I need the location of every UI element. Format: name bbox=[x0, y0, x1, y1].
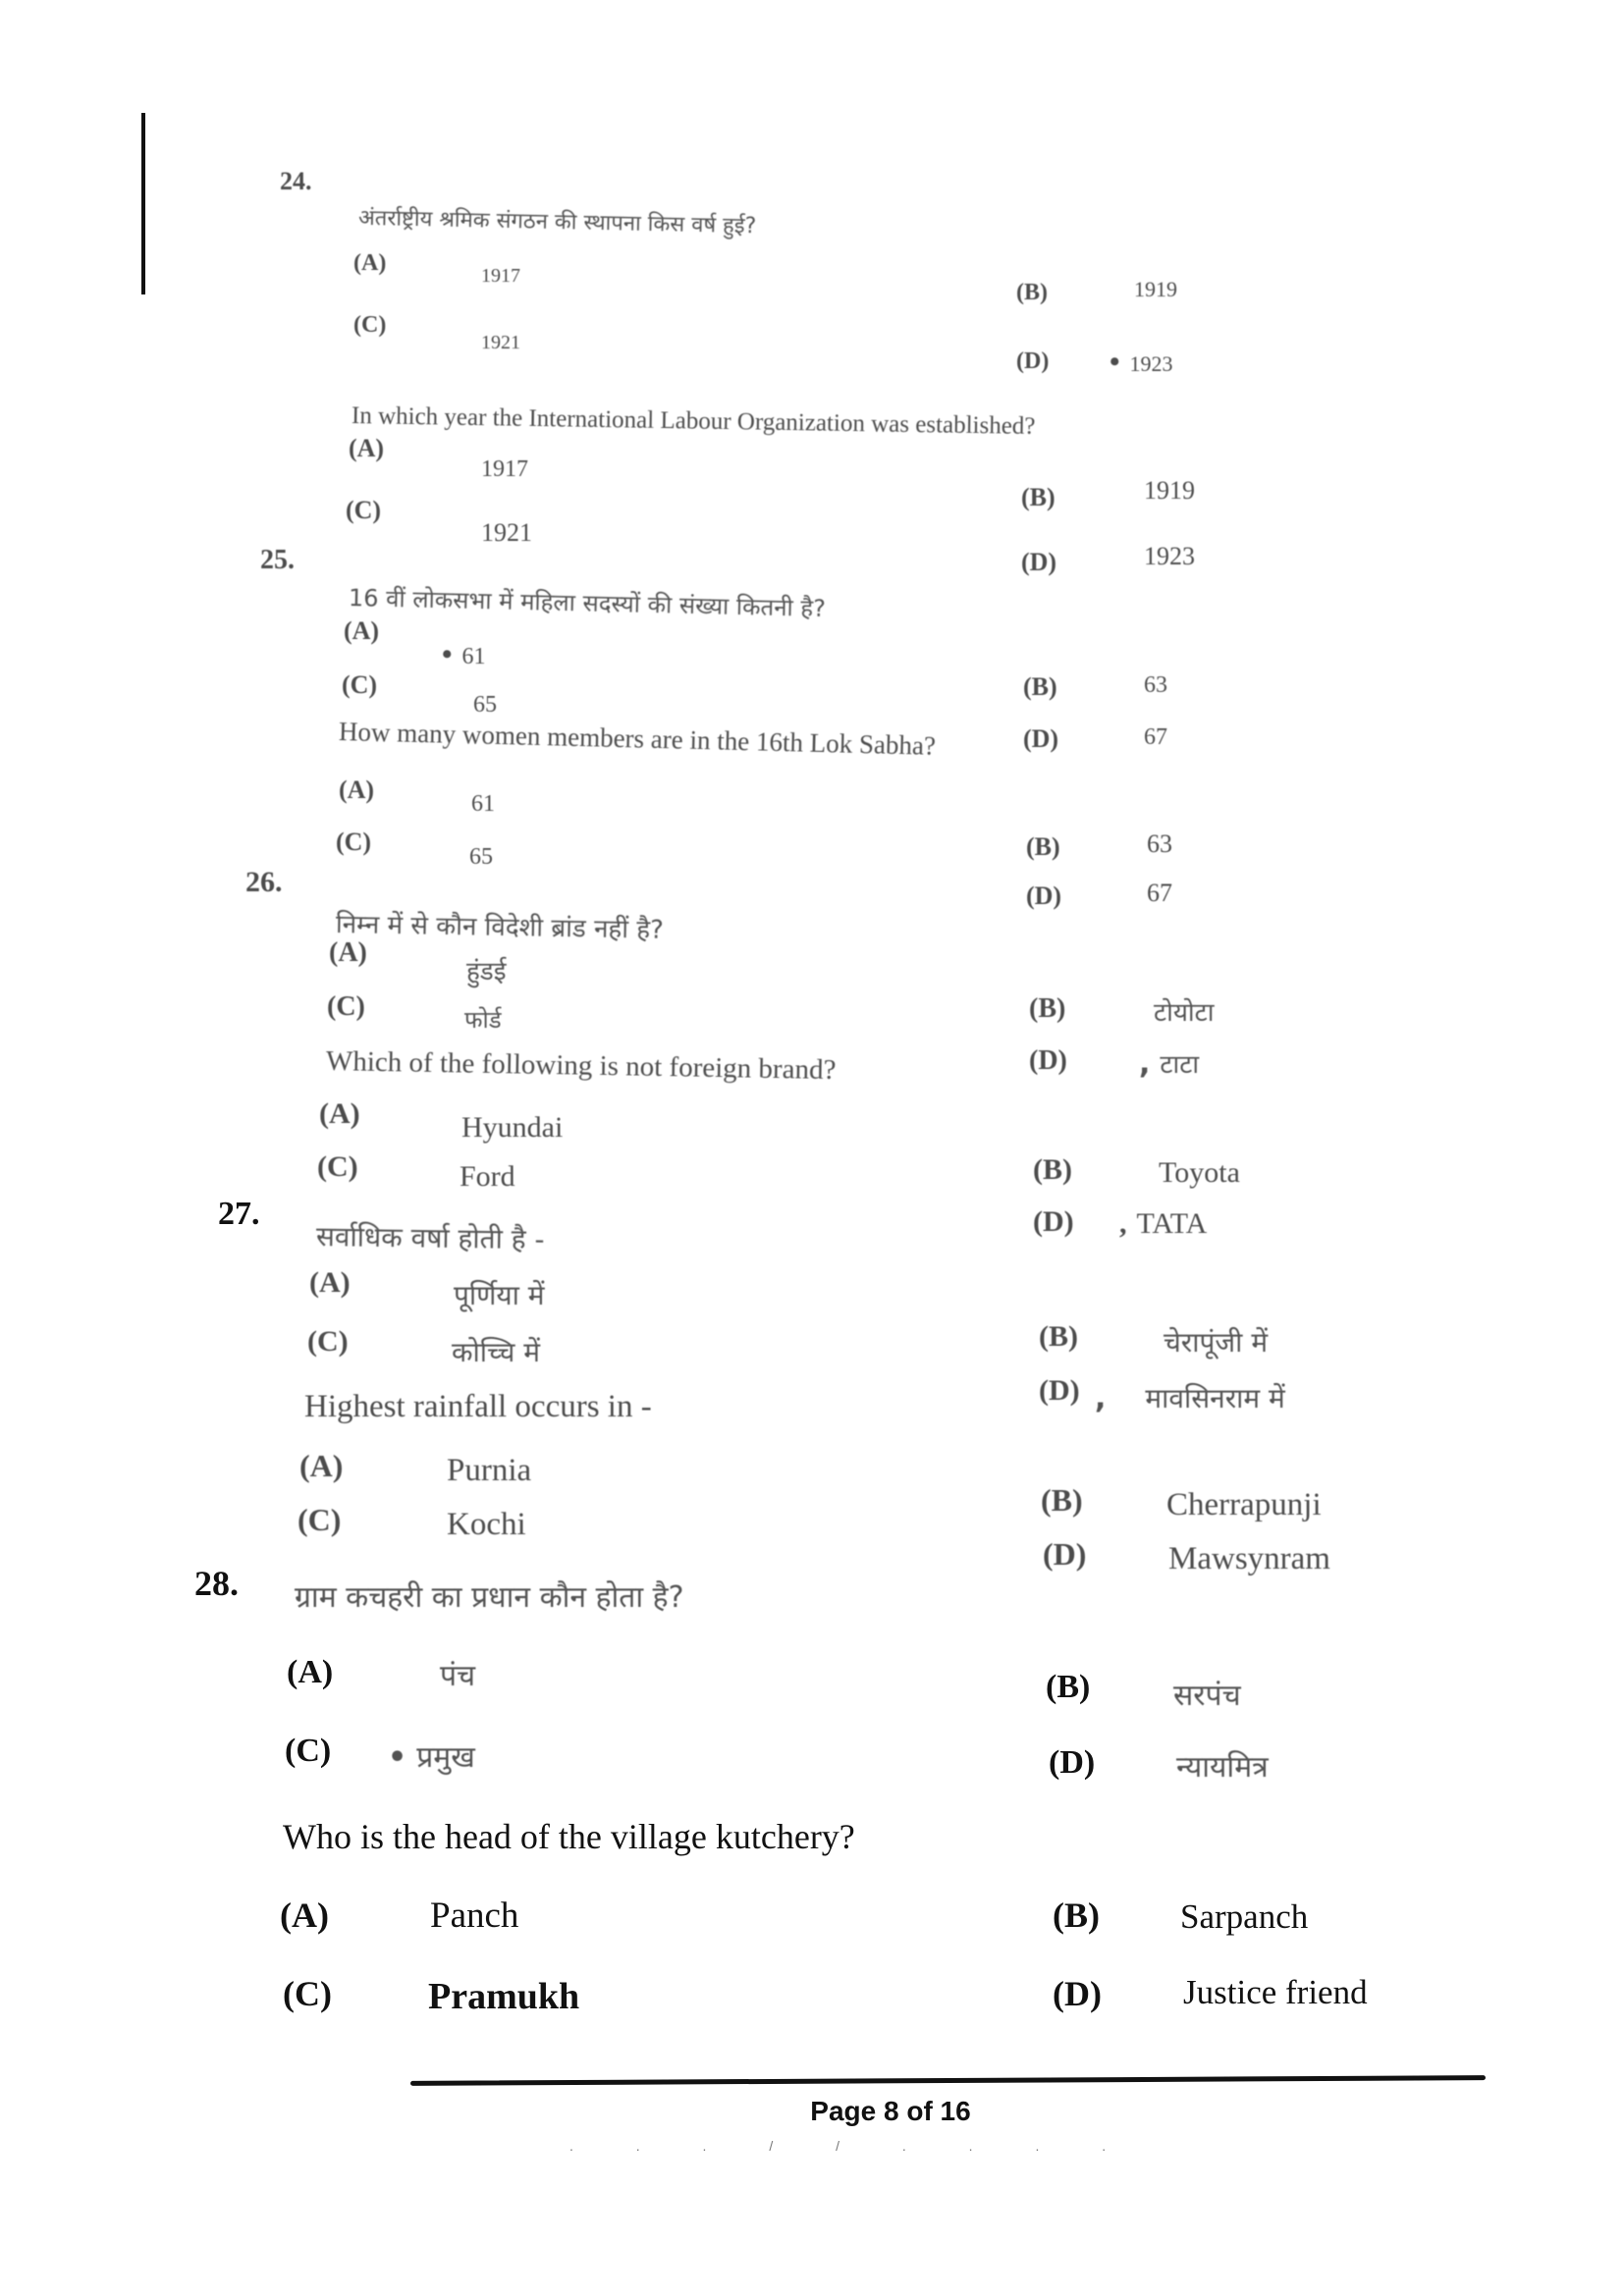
question-number: 28. bbox=[194, 1564, 239, 1603]
question-text-hindi: सर्वाधिक वर्षा होती है - bbox=[315, 1220, 545, 1256]
option-value-b: सरपंच bbox=[1173, 1679, 1241, 1713]
option-value-a: पूर्णिया में bbox=[454, 1279, 545, 1311]
question-text-hindi: निम्न में से कौन विदेशी ब्रांड नहीं है? bbox=[335, 910, 665, 945]
option-label-a: (A) bbox=[299, 1448, 344, 1483]
answer-mark: , bbox=[1119, 1207, 1127, 1240]
footer-rule bbox=[410, 2075, 1486, 2086]
option-label-c: (C) bbox=[327, 991, 365, 1022]
option-label-b: (B) bbox=[1041, 1482, 1083, 1518]
question-text-english: Highest rainfall occurs in - bbox=[304, 1389, 652, 1424]
option-value-a: Hyundai bbox=[461, 1111, 564, 1144]
option-label-a: (A) bbox=[344, 616, 380, 645]
option-label-c: (C) bbox=[307, 1325, 349, 1358]
option-label-b: (B) bbox=[1026, 832, 1060, 861]
question-text-hindi: अंतर्राष्ट्रीय श्रमिक संगठन की स्थापना किस वर्ष हुई? bbox=[357, 205, 757, 240]
option-value-c: 1921 bbox=[481, 332, 520, 353]
question-text-english: How many women members are in the 16th Lok Sabha? bbox=[338, 717, 937, 761]
option-value-c: Ford bbox=[460, 1160, 515, 1193]
option-label-d: (D) bbox=[1026, 881, 1062, 910]
answer-mark: • bbox=[1110, 346, 1120, 378]
option-value-d: Mawsynram bbox=[1168, 1541, 1330, 1576]
option-value-c: 1921 bbox=[481, 518, 532, 547]
option-label-b: (B) bbox=[1053, 1896, 1100, 1935]
option-value-d: Justice friend bbox=[1183, 1973, 1368, 2011]
option-label-b: (B) bbox=[1029, 993, 1066, 1024]
option-label-a: (A) bbox=[353, 250, 387, 276]
option-label-a: (A) bbox=[329, 937, 367, 968]
question-text-english: Which of the following is not foreign brand? bbox=[325, 1045, 837, 1087]
option-value-a: पंच bbox=[440, 1659, 476, 1693]
option-value-a: Panch bbox=[430, 1896, 519, 1936]
option-value-d: 67 bbox=[1147, 879, 1172, 907]
option-value-c: Kochi bbox=[447, 1507, 526, 1542]
option-value-b: 1919 bbox=[1134, 277, 1177, 301]
option-value-b: 63 bbox=[1144, 672, 1167, 698]
question-text-english: Who is the head of the village kutchery? bbox=[283, 1817, 855, 1856]
option-label-a: (A) bbox=[287, 1654, 334, 1690]
option-label-a: (A) bbox=[280, 1896, 329, 1935]
option-value-a: 61 bbox=[471, 791, 495, 817]
question-number: 25. bbox=[260, 545, 295, 575]
option-label-c: (C) bbox=[336, 828, 372, 856]
option-value-a: Purnia bbox=[447, 1453, 532, 1488]
option-value-b: Toyota bbox=[1159, 1156, 1240, 1189]
footer-trail: . . . / / . . . . bbox=[569, 2138, 1136, 2154]
option-label-d: (D) bbox=[1016, 348, 1050, 374]
option-label-b: (B) bbox=[1023, 672, 1057, 701]
question-number: 27. bbox=[218, 1196, 260, 1232]
option-label-b: (B) bbox=[1021, 483, 1056, 511]
question-text-hindi: ग्राम कचहरी का प्रधान कौन होता है? bbox=[295, 1580, 684, 1615]
option-value-c: Pramukh bbox=[428, 1976, 580, 2017]
option-value-b: 63 bbox=[1147, 829, 1172, 858]
option-value-c: 65 bbox=[469, 844, 493, 870]
option-value-d-marked: , TATA bbox=[1119, 1207, 1208, 1240]
question-text-english: In which year the International Labour Organization was established? bbox=[351, 402, 1036, 440]
option-value-a: 1917 bbox=[481, 265, 520, 287]
option-label-b: (B) bbox=[1033, 1153, 1072, 1186]
option-value-a: हुंडई bbox=[466, 957, 507, 987]
option-value-d: 67 bbox=[1144, 724, 1167, 750]
option-label-d: (D) bbox=[1043, 1536, 1087, 1572]
page-footer bbox=[0, 2096, 1624, 2127]
option-label-d: (D) bbox=[1033, 1205, 1074, 1238]
option-label-d: (D) bbox=[1053, 1974, 1102, 2013]
option-value-b: टोयोटा bbox=[1154, 998, 1215, 1028]
option-label-c: (C) bbox=[283, 1974, 332, 2013]
option-label-b: (B) bbox=[1016, 280, 1048, 305]
option-label-d: (D) bbox=[1021, 548, 1057, 576]
option-value-d-marked: , मावसिनराम में bbox=[1095, 1381, 1285, 1415]
answer-mark: • bbox=[442, 638, 453, 670]
option-label-a: (A) bbox=[349, 434, 385, 462]
option-value-b: चेरापूंजी में bbox=[1164, 1326, 1269, 1359]
answer-mark: , bbox=[1095, 1381, 1107, 1415]
option-label-b: (B) bbox=[1039, 1320, 1078, 1353]
option-label-c: (C) bbox=[298, 1502, 342, 1537]
option-value-b: Cherrapunji bbox=[1166, 1487, 1322, 1522]
option-label-c: (C) bbox=[342, 670, 378, 699]
option-label-c: (C) bbox=[285, 1733, 332, 1769]
option-value-b: 1919 bbox=[1144, 476, 1195, 505]
option-label-a: (A) bbox=[339, 775, 375, 804]
margin-line bbox=[141, 113, 145, 294]
option-label-c: (C) bbox=[346, 496, 382, 524]
option-label-d: (D) bbox=[1049, 1744, 1096, 1781]
question-text-hindi: 16 वीं लोकसभा में महिला सदस्यों की संख्या कितनी है? bbox=[348, 584, 827, 623]
answer-mark: • bbox=[388, 1740, 407, 1775]
option-value-a: 1917 bbox=[481, 456, 528, 482]
option-value-c-marked: • प्रमुख bbox=[388, 1740, 475, 1775]
option-value-a-marked: • 61 bbox=[442, 638, 486, 670]
option-label-d: (D) bbox=[1039, 1374, 1080, 1407]
option-value-c: फोर्ड bbox=[464, 1006, 502, 1034]
option-label-c: (C) bbox=[317, 1150, 358, 1183]
page-number: Page 8 of 16 bbox=[810, 2096, 971, 2126]
option-value-b: Sarpanch bbox=[1180, 1897, 1309, 1936]
option-label-a: (A) bbox=[319, 1097, 360, 1130]
option-value-c: कोच्चि में bbox=[452, 1336, 540, 1368]
question-number: 26. bbox=[245, 866, 283, 898]
answer-mark: , bbox=[1139, 1046, 1151, 1081]
option-label-a: (A) bbox=[309, 1266, 351, 1299]
option-value-c: 65 bbox=[473, 692, 497, 718]
option-label-d: (D) bbox=[1023, 724, 1059, 753]
option-value-d: 1923 bbox=[1144, 542, 1195, 570]
option-value-d-marked: • 1923 bbox=[1110, 346, 1173, 378]
option-value-d-marked: , टाटा bbox=[1139, 1046, 1200, 1081]
question-number: 24. bbox=[280, 167, 312, 195]
option-value-d: न्यायमित्र bbox=[1176, 1750, 1269, 1785]
option-label-b: (B) bbox=[1046, 1669, 1091, 1705]
option-label-d: (D) bbox=[1029, 1045, 1067, 1076]
option-label-c: (C) bbox=[353, 312, 387, 338]
